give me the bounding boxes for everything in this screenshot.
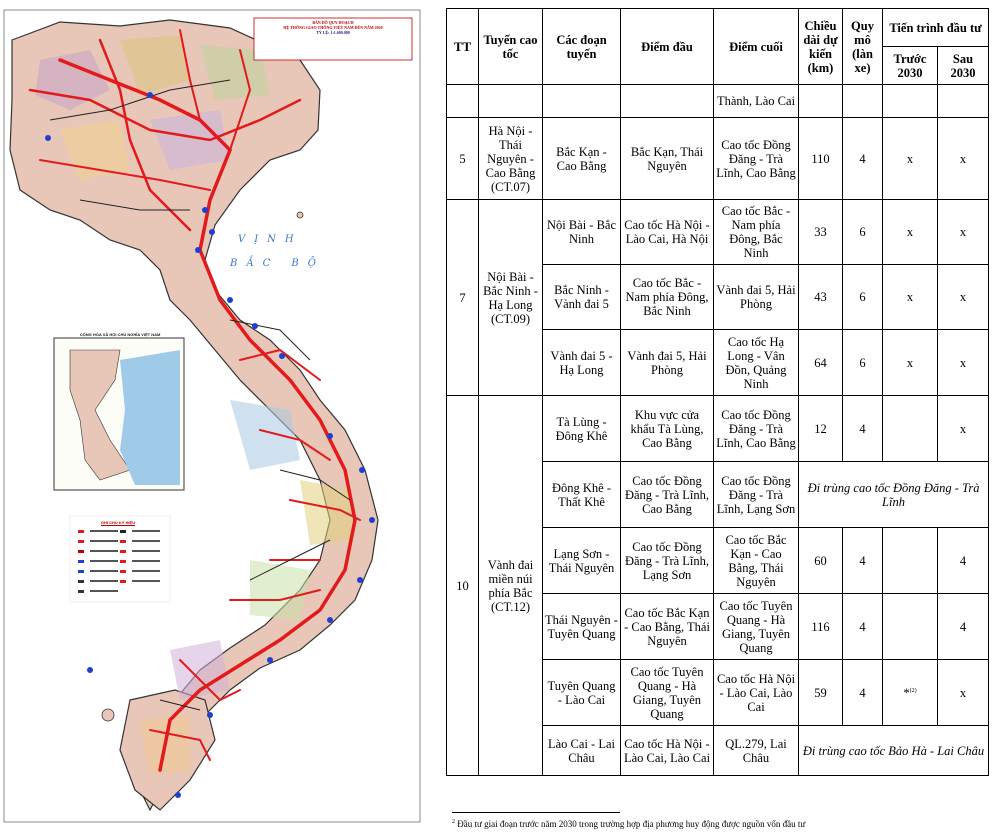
- cell-end: Thành, Lào Cai: [714, 85, 799, 118]
- cell-after: x: [938, 200, 989, 265]
- cell-lanes: 6: [843, 265, 883, 330]
- sea-label-vinh: VỊNH: [238, 234, 303, 245]
- cell-lanes: [843, 85, 883, 118]
- expressway-plan-table-panel: [446, 8, 992, 834]
- cell-route: Hà Nội - Thái Nguyên - Cao Bằng (CT.07): [479, 118, 543, 200]
- cell-merged-note: Đi trùng cao tốc Bảo Hà - Lai Châu: [799, 726, 989, 776]
- cell-end: Cao tốc Bắc - Nam phía Đông, Bắc Ninh: [714, 200, 799, 265]
- cell-after: x: [938, 118, 989, 200]
- cell-tt: [447, 85, 479, 118]
- cell-segment: Vành đai 5 - Hạ Long: [543, 330, 621, 396]
- map-title: [258, 20, 408, 35]
- header-tt: TT: [447, 9, 479, 85]
- cell-length: 116: [799, 594, 843, 660]
- table-row: [447, 200, 989, 265]
- cell-segment: Tuyên Quang - Lào Cai: [543, 660, 621, 726]
- cell-segment: Lạng Sơn - Thái Nguyên: [543, 528, 621, 594]
- expressway-plan-table: [446, 8, 989, 776]
- cell-start: Vành đai 5, Hải Phòng: [621, 330, 714, 396]
- cell-after: x: [938, 396, 989, 462]
- cell-segment: Thái Nguyên - Tuyên Quang: [543, 594, 621, 660]
- table-row-carry: [447, 85, 989, 118]
- header-lanes: Quy mô (làn xe): [843, 9, 883, 85]
- cell-tt: 10: [447, 396, 479, 776]
- cell-end: Cao tốc Đồng Đăng - Trà Lĩnh, Lạng Sơn: [714, 462, 799, 528]
- cell-lanes: 4: [843, 660, 883, 726]
- cell-lanes: 4: [843, 396, 883, 462]
- cell-length: 60: [799, 528, 843, 594]
- footnote: [452, 819, 805, 829]
- cell-end: Cao tốc Hạ Long - Vân Đồn, Quảng Ninh: [714, 330, 799, 396]
- cell-before: [883, 528, 938, 594]
- table-row: [447, 118, 989, 200]
- cell-segment: Bắc Ninh - Vành đai 5: [543, 265, 621, 330]
- cell-before: x: [883, 330, 938, 396]
- cell-start: Cao tốc Bắc - Nam phía Đông, Bắc Ninh: [621, 265, 714, 330]
- cell-route: Vành đai miền núi phía Bắc (CT.12): [479, 396, 543, 776]
- cell-before: x: [883, 118, 938, 200]
- map-scale: TỶ LỆ: 1:1.600.000: [316, 30, 350, 35]
- cell-lanes: 4: [843, 118, 883, 200]
- cell-length: 64: [799, 330, 843, 396]
- cell-start: [621, 85, 714, 118]
- cell-start: Cao tốc Hà Nội - Lào Cai, Hà Nội: [621, 200, 714, 265]
- cell-length: 33: [799, 200, 843, 265]
- cell-after: x: [938, 330, 989, 396]
- table-row: [447, 396, 989, 462]
- cell-after: 4: [938, 528, 989, 594]
- cell-before: x: [883, 265, 938, 330]
- vietnam-map-graphic: [0, 0, 425, 834]
- cell-lanes: 6: [843, 200, 883, 265]
- cell-length: [799, 85, 843, 118]
- cell-end: Cao tốc Tuyên Quang - Hà Giang, Tuyên Quang: [714, 594, 799, 660]
- cell-length: 43: [799, 265, 843, 330]
- header-length: Chiều dài dự kiến (km): [799, 9, 843, 85]
- inset-sea: [120, 350, 180, 485]
- inset-map-title: CỘNG HÒA XÃ HỘI CHỦ NGHĨA VIỆT NAM: [79, 332, 161, 337]
- header-progress: Tiến trình đầu tư: [883, 9, 989, 47]
- cell-end: Vành đai 5, Hải Phòng: [714, 265, 799, 330]
- cell-lanes: 4: [843, 528, 883, 594]
- cell-tt: 5: [447, 118, 479, 200]
- header-segment: Các đoạn tuyến: [543, 9, 621, 85]
- cell-end: Cao tốc Hà Nội - Lào Cai, Lào Cai: [714, 660, 799, 726]
- header-route: Tuyến cao tốc: [479, 9, 543, 85]
- cell-lanes: 6: [843, 330, 883, 396]
- cell-after: [938, 85, 989, 118]
- header-end: Điểm cuối: [714, 9, 799, 85]
- cell-length: 59: [799, 660, 843, 726]
- cell-segment: [543, 85, 621, 118]
- legend-title: GHI CHÚ KÝ HIỆU: [100, 520, 136, 525]
- legend-box: [70, 516, 170, 602]
- cell-start: Cao tốc Đồng Đăng - Trà Lĩnh, Lạng Sơn: [621, 528, 714, 594]
- before-marker: *: [903, 686, 910, 701]
- header-row-1: [447, 9, 989, 47]
- cell-before: x: [883, 200, 938, 265]
- header-after-2030: Sau 2030: [938, 47, 989, 85]
- cell-tt: 7: [447, 200, 479, 396]
- cell-lanes: 4: [843, 594, 883, 660]
- cell-start: Cao tốc Đồng Đăng - Trà Lĩnh, Cao Bằng: [621, 462, 714, 528]
- cell-after: 4: [938, 594, 989, 660]
- map-title-line-2: HỆ THỐNG GIAO THÔNG VIỆT NAM ĐẾN NĂM 2050: [283, 25, 383, 30]
- cell-after: x: [938, 265, 989, 330]
- cell-route: Nội Bài - Bắc Ninh - Hạ Long (CT.09): [479, 200, 543, 396]
- cell-segment: Tà Lùng - Đông Khê: [543, 396, 621, 462]
- footnote-divider: [452, 812, 620, 813]
- cell-start: Khu vực cửa khẩu Tà Lùng, Cao Bằng: [621, 396, 714, 462]
- cell-segment: Bắc Kạn - Cao Bằng: [543, 118, 621, 200]
- header-start: Điểm đầu: [621, 9, 714, 85]
- cell-before: [883, 660, 938, 726]
- cell-start: Cao tốc Hà Nội - Lào Cai, Lào Cai: [621, 726, 714, 776]
- cell-before: [883, 396, 938, 462]
- header-before-2030: Trước 2030: [883, 47, 938, 85]
- footnote-ref[interactable]: (2): [909, 688, 917, 695]
- map-title-line-1: BẢN ĐỒ QUY HOẠCH: [312, 20, 354, 25]
- cell-segment: Lào Cai - Lai Châu: [543, 726, 621, 776]
- cell-segment: Đông Khê - Thất Khê: [543, 462, 621, 528]
- cell-end: Cao tốc Đồng Đăng - Trà Lĩnh, Cao Bằng: [714, 118, 799, 200]
- cell-end: QL.279, Lai Châu: [714, 726, 799, 776]
- cell-start: Cao tốc Bắc Kạn - Cao Bằng, Thái Nguyên: [621, 594, 714, 660]
- cell-segment: Nội Bài - Bắc Ninh: [543, 200, 621, 265]
- sea-label-bac-bo: BẮC BỘ: [230, 258, 325, 269]
- footnote-text: Đầu tư giai đoạn trước năm 2030 trong trường hợp địa phương huy động được nguồn vốn đầu tư: [457, 819, 806, 829]
- cell-end: Cao tốc Bắc Kạn - Cao Bằng, Thái Nguyên: [714, 528, 799, 594]
- cell-merged-note: Đi trùng cao tốc Đồng Đăng - Trà Lĩnh: [799, 462, 989, 528]
- footnote-number: 2: [452, 819, 455, 825]
- planning-map: [0, 0, 425, 834]
- cell-length: 110: [799, 118, 843, 200]
- cell-route: [479, 85, 543, 118]
- cell-start: Bắc Kạn, Thái Nguyên: [621, 118, 714, 200]
- cell-after: x: [938, 660, 989, 726]
- cell-before: [883, 85, 938, 118]
- cell-before: [883, 594, 938, 660]
- cell-end: Cao tốc Đồng Đăng - Trà Lĩnh, Cao Bằng: [714, 396, 799, 462]
- cell-start: Cao tốc Tuyên Quang - Hà Giang, Tuyên Quang: [621, 660, 714, 726]
- cell-length: 12: [799, 396, 843, 462]
